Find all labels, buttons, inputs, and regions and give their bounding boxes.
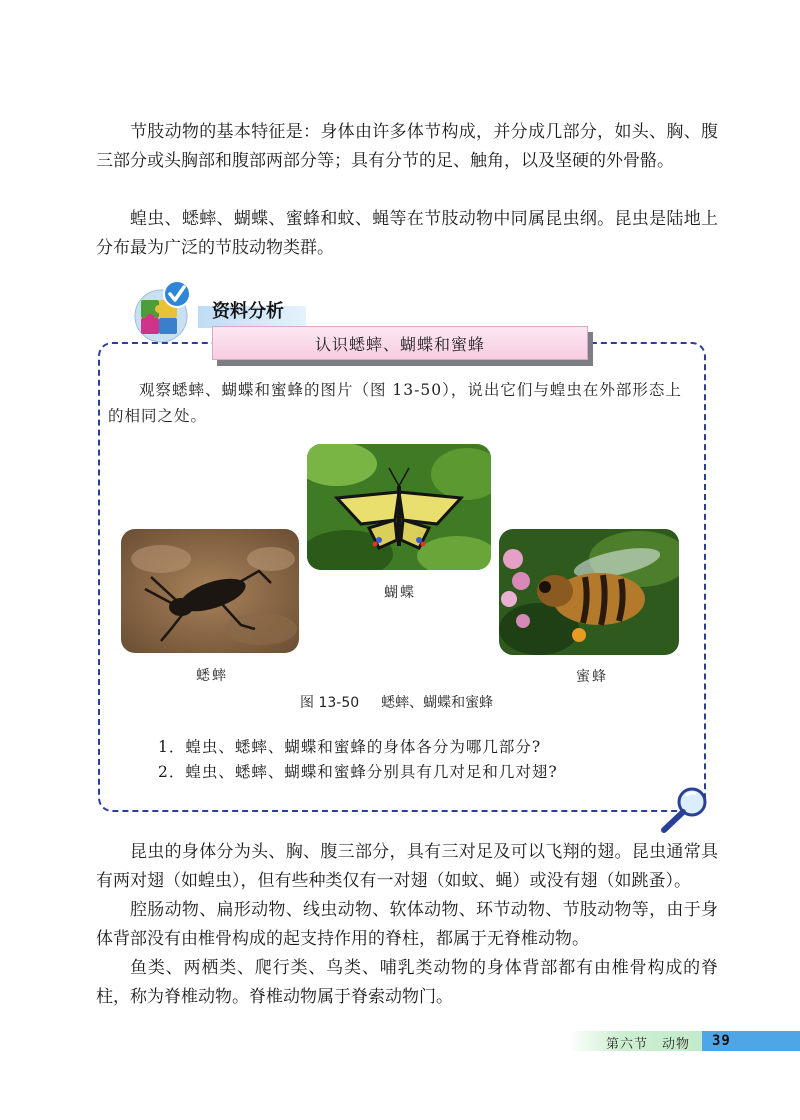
puzzle-check-icon — [131, 278, 201, 344]
footer-section: 第六节 — [606, 1037, 649, 1052]
figure-title: 蟋蟀、蝴蝶和蜜蜂 — [381, 695, 494, 711]
question-item: 1．蝗虫、蟋蟀、蝴蝶和蜜蜂的身体各分为哪几部分? — [158, 738, 542, 756]
caption-butterfly: 蝴蝶 — [384, 585, 416, 601]
magnifier-icon — [656, 784, 712, 836]
paragraph-arthropod-features: 节肢动物的基本特征是：身体由许多体节构成，并分成几部分，如头、胸、腹三部分或头胸部和腹部两部分等；具有分节的足、触角，以及坚硬的外骨骼。 — [96, 122, 718, 171]
bee-photo — [499, 529, 679, 655]
activity-title: 认识蟋蟀、蝴蝶和蜜蜂 — [212, 326, 588, 360]
question-list — [158, 735, 558, 785]
cricket-photo — [121, 529, 299, 653]
paragraph-insect-body: 昆虫的身体分为头、胸、腹三部分，具有三对足及可以飞翔的翅。昆虫通常具有两对翅（如蝗虫），但有些种类仅有一对翅（如蚊、蝇）或没有翅（如跳蚤）。 — [96, 842, 718, 891]
footer-chapter: 动物 — [662, 1037, 691, 1052]
page-number: 39 — [702, 1031, 800, 1051]
caption-cricket: 蟋蟀 — [196, 668, 228, 684]
figure-number: 图 13-50 — [300, 695, 360, 711]
paragraph-vertebrates: 鱼类、两栖类、爬行类、鸟类、哺乳类动物的身体背部都有由椎骨构成的脊柱，称为脊椎动物。脊椎动物属于脊索动物门。 — [96, 958, 718, 1007]
activity-intro: 观察蟋蟀、蝴蝶和蜜蜂的图片（图 13-50），说出它们与蝗虫在外部形态上的相同之处。 — [108, 381, 682, 425]
running-footer — [606, 1033, 690, 1052]
paragraph-invertebrates: 腔肠动物、扁形动物、线虫动物、软体动物、环节动物、节肢动物等，由于身体背部没有由椎骨构成的起支持作用的脊柱，都属于无脊椎动物。 — [96, 900, 718, 949]
figure-caption — [300, 692, 493, 712]
section-heading: 资料分析 — [212, 301, 284, 322]
caption-bee: 蜜蜂 — [576, 669, 608, 685]
paragraph-insect-class: 蝗虫、蟋蟀、蝴蝶、蜜蜂和蚊、蝇等在节肢动物中同属昆虫纲。昆虫是陆地上分布最为广泛的节肢动物类群。 — [96, 209, 718, 258]
question-item: 2．蝗虫、蟋蟀、蝴蝶和蜜蜂分别具有几对足和几对翅? — [158, 763, 558, 781]
butterfly-photo — [307, 444, 491, 570]
